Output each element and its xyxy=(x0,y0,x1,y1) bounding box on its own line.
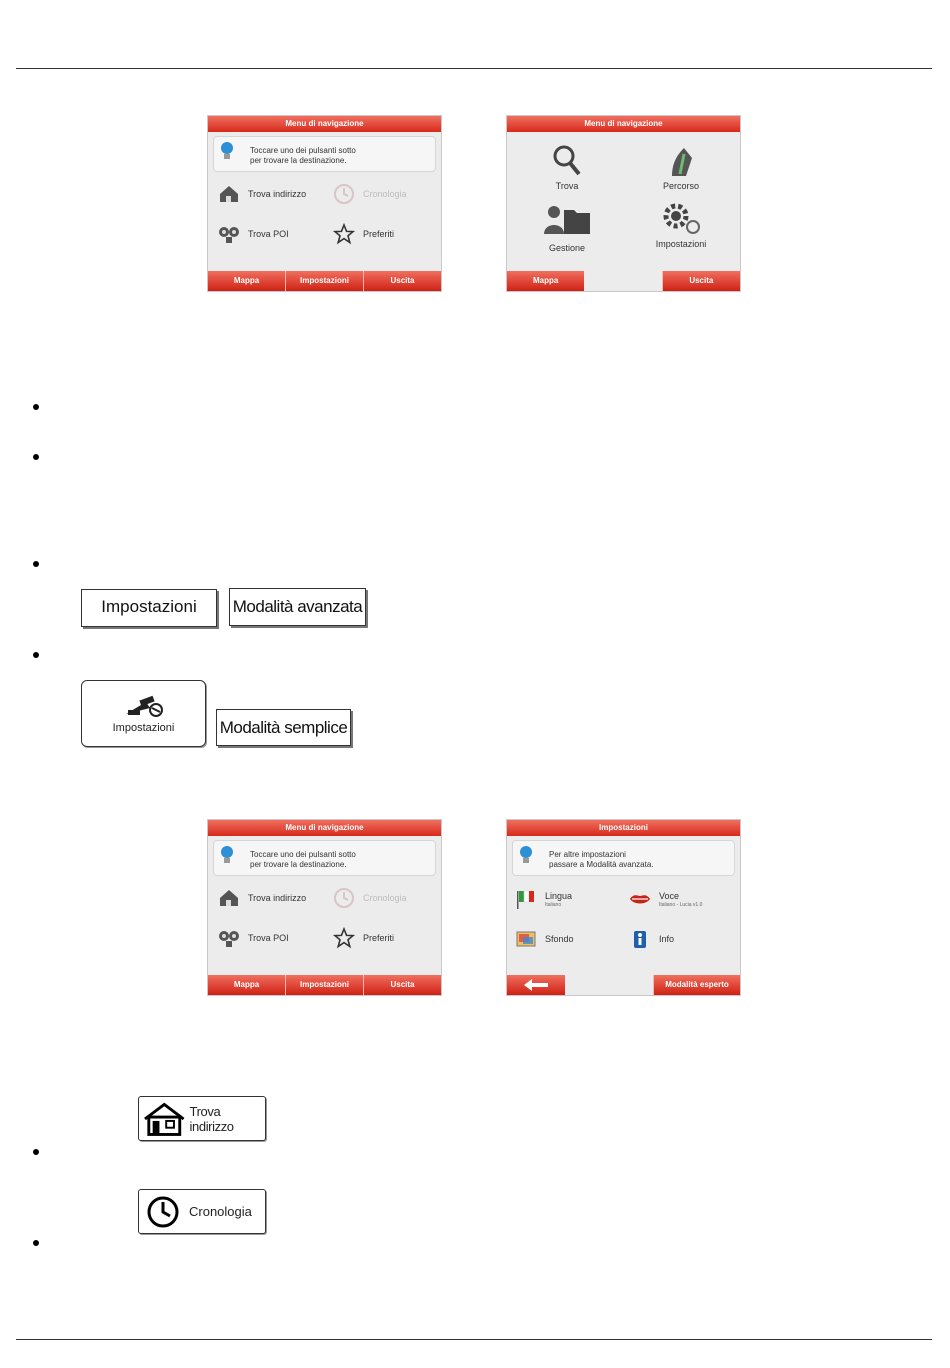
item-label: Preferiti xyxy=(363,933,395,943)
trova-indirizzo-callout-button[interactable] xyxy=(138,1096,266,1141)
back-button[interactable] xyxy=(507,975,565,995)
simple-nav-screen xyxy=(207,115,442,292)
lightbulb-icon xyxy=(519,845,533,865)
uscita-button[interactable]: Uscita xyxy=(363,271,441,291)
impostazioni-button[interactable]: Impostazioni xyxy=(285,975,363,995)
simple-nav-screen-2 xyxy=(207,819,442,996)
tile-label: Gestione xyxy=(548,243,586,253)
voce-label: Voce xyxy=(659,890,680,901)
mappa-button[interactable]: Mappa xyxy=(507,271,584,291)
clock-icon xyxy=(333,183,355,205)
callout-label: Trova indirizzo xyxy=(189,1103,234,1134)
advanced-nav-screen xyxy=(506,115,741,292)
item-label: Trova POI xyxy=(248,229,289,239)
lightbulb-icon xyxy=(220,845,234,865)
star-icon xyxy=(333,223,355,245)
preferiti-item[interactable] xyxy=(333,223,394,245)
modalita-avanzata-callout-button[interactable]: Modalità avanzata xyxy=(229,588,366,626)
satellite-dish-icon xyxy=(122,694,166,720)
impostazioni-callout-button[interactable]: Impostazioni xyxy=(81,589,217,627)
hint-line-2: passare a Modalità avanzata. xyxy=(549,860,654,869)
trova-poi-item[interactable] xyxy=(218,927,289,949)
item-label: Preferiti xyxy=(363,229,395,239)
item-label: Trova indirizzo xyxy=(248,893,307,903)
cronologia-item[interactable] xyxy=(333,183,407,205)
trova-indirizzo-item[interactable] xyxy=(218,887,306,909)
back-arrow-icon xyxy=(523,979,549,991)
hint-line-1: Toccare uno dei pulsanti sotto xyxy=(250,146,356,155)
screen-title: Menu di navigazione xyxy=(208,116,441,132)
folder-person-icon xyxy=(542,204,592,240)
button-bar xyxy=(208,975,441,995)
percorso-tile[interactable] xyxy=(641,144,721,191)
preferiti-item[interactable] xyxy=(333,927,394,949)
button-bar xyxy=(507,271,740,291)
tile-label: Trova xyxy=(555,181,579,191)
bullet xyxy=(33,652,39,658)
cronologia-callout-button[interactable] xyxy=(138,1189,266,1234)
top-rule xyxy=(16,68,932,69)
clock-icon xyxy=(145,1194,181,1230)
hint-line-1: Toccare uno dei pulsanti sotto xyxy=(250,850,356,859)
gestione-tile[interactable] xyxy=(527,204,607,253)
info-icon xyxy=(629,928,651,950)
magnifier-icon xyxy=(552,144,582,178)
button-bar xyxy=(507,975,740,995)
route-icon xyxy=(666,144,696,178)
hint-line-2: per trovare la destinazione. xyxy=(250,860,347,869)
house-icon xyxy=(218,183,240,205)
voce-item[interactable] xyxy=(629,888,702,910)
uscita-button[interactable]: Uscita xyxy=(662,271,740,291)
modalita-esperto-button[interactable]: Modalità esperto xyxy=(653,975,740,995)
impostazioni-button[interactable]: Impostazioni xyxy=(285,271,363,291)
bar-gap xyxy=(584,271,661,291)
bar-gap xyxy=(565,975,653,995)
item-label: Trova indirizzo xyxy=(248,189,307,199)
picture-icon xyxy=(515,928,537,950)
tile-label: Percorso xyxy=(662,181,699,191)
trova-indirizzo-item[interactable] xyxy=(218,183,306,205)
info-label: Info xyxy=(659,934,675,944)
flag-icon xyxy=(515,888,537,910)
item-label: Cronologia xyxy=(363,189,407,199)
bullet xyxy=(33,404,39,410)
bullet xyxy=(33,454,39,460)
callout-label: Cronologia xyxy=(189,1204,252,1219)
lingua-label: Lingua xyxy=(545,890,573,901)
screen-title: Impostazioni xyxy=(507,820,740,836)
house-icon xyxy=(143,1101,186,1137)
screen-title: Menu di navigazione xyxy=(507,116,740,132)
hint-box xyxy=(213,136,436,172)
mappa-button[interactable]: Mappa xyxy=(208,271,285,291)
clock-icon xyxy=(333,887,355,909)
settings-screen xyxy=(506,819,741,996)
trova-tile[interactable] xyxy=(527,144,607,191)
cronologia-item[interactable] xyxy=(333,887,407,909)
lingua-value: Italiano xyxy=(545,901,562,908)
lips-icon xyxy=(629,888,651,910)
modalita-semplice-callout-button[interactable]: Modalità semplice xyxy=(216,709,351,746)
button-bar xyxy=(208,271,441,291)
sfondo-item[interactable] xyxy=(515,928,574,950)
hint-line-1: Per altre impostazioni xyxy=(549,850,626,859)
bottom-rule xyxy=(16,1339,932,1340)
uscita-button[interactable]: Uscita xyxy=(363,975,441,995)
impostazioni-icon-callout-button[interactable] xyxy=(81,680,206,747)
trova-poi-item[interactable] xyxy=(218,223,289,245)
item-label: Cronologia xyxy=(363,893,407,903)
binoculars-icon xyxy=(218,927,240,949)
hint-box xyxy=(213,840,436,876)
mappa-button[interactable]: Mappa xyxy=(208,975,285,995)
hint-line-2: per trovare la destinazione. xyxy=(250,156,347,165)
info-item[interactable] xyxy=(629,928,674,950)
star-icon xyxy=(333,927,355,949)
voce-value: Italiano - Lucia v1.0 xyxy=(659,901,703,908)
tile-label: Impostazioni xyxy=(655,239,707,249)
item-label: Trova POI xyxy=(248,933,289,943)
hint-box xyxy=(512,840,735,876)
impostazioni-tile[interactable] xyxy=(641,202,721,249)
bullet xyxy=(33,561,39,567)
lightbulb-icon xyxy=(220,141,234,161)
gears-icon xyxy=(660,202,702,236)
house-icon xyxy=(218,887,240,909)
binoculars-icon xyxy=(218,223,240,245)
callout-label: Impostazioni xyxy=(112,721,175,734)
screen-title: Menu di navigazione xyxy=(208,820,441,836)
lingua-item[interactable] xyxy=(515,888,572,910)
sfondo-label: Sfondo xyxy=(545,934,574,944)
bullet xyxy=(33,1240,39,1246)
bullet xyxy=(33,1149,39,1155)
